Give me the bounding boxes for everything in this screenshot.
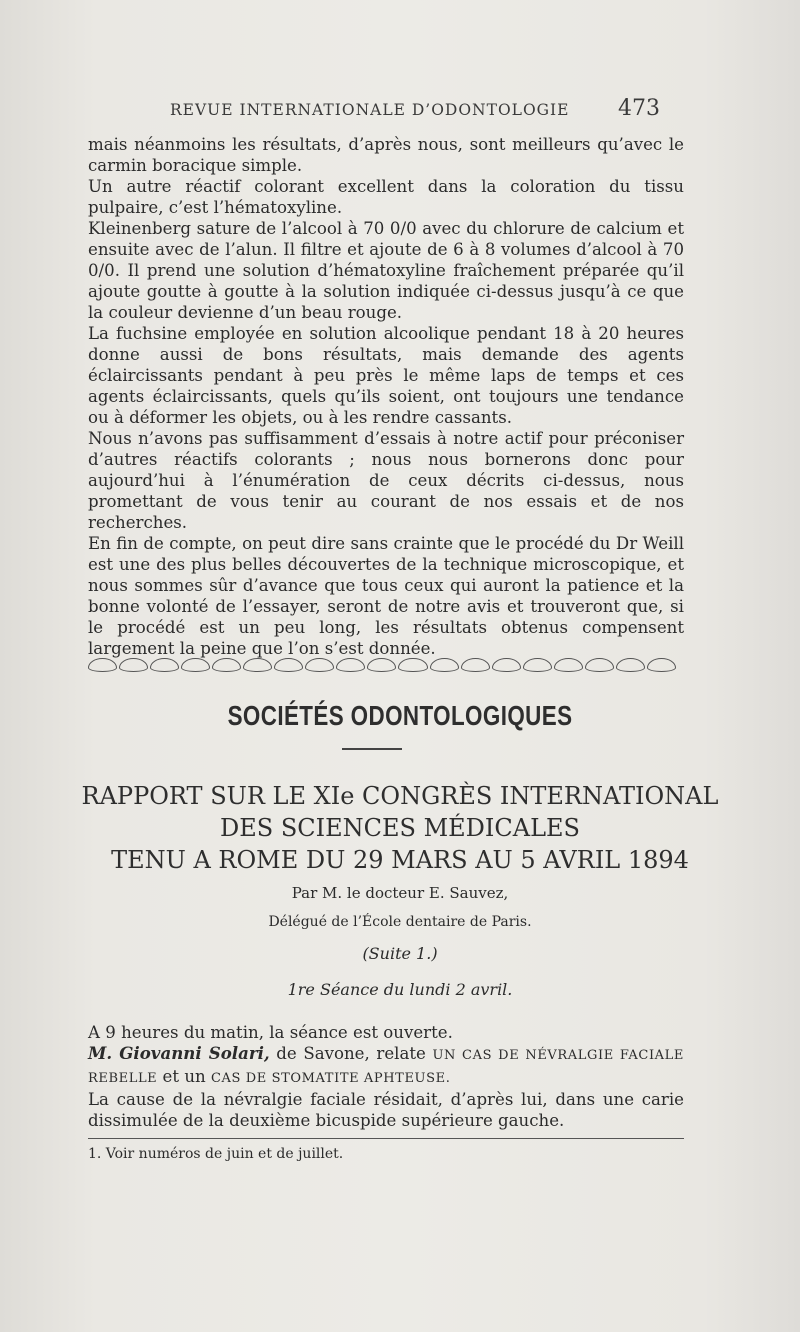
suite-note: (Suite 1.)	[362, 944, 438, 963]
byline: Par M. le docteur E. Sauvez,	[291, 884, 509, 902]
paragraph: La cause de la névralgie faciale résidait, d’après lui, dans une carie dissimulée de la deuxième bicuspide supérieure gauche.	[88, 1090, 684, 1130]
paragraph: Nous n’avons pas suffisamment d’essais à notre actif pour préconiser d’autres réactifs colorants ; nous nous bornerons donc pour aujourd’hui à l’énumération de ceux décrits ci-dessus, nous promettant de vous tenir au courant de nos essais et de nos recherches.	[88, 429, 684, 532]
body-text-2	[88, 1022, 684, 1131]
paragraph-text: et un	[157, 1067, 211, 1086]
paragraph	[88, 1043, 684, 1089]
paragraph: A 9 heures du matin, la séance est ouverte.	[88, 1023, 453, 1042]
footnote: 1. Voir numéros de juin et de juillet.	[88, 1146, 344, 1162]
report-title-line: RAPPORT SUR LE XIe CONGRÈS INTERNATIONAL	[81, 782, 719, 810]
section-title: SOCIÉTÉS ODONTOLOGIQUES	[227, 700, 573, 731]
page-number: 473	[618, 96, 660, 121]
decorative-ornament-rule	[88, 656, 676, 674]
paragraph: Un autre réactif colorant excellent dans la coloration du tissu pulpaire, c’est l’hématoxyline.	[88, 177, 684, 217]
byline-role: Délégué de l’École dentaire de Paris.	[268, 914, 532, 930]
running-head: REVUE INTERNATIONALE D’ODONTOLOGIE	[170, 101, 570, 119]
paragraph: La fuchsine employée en solution alcoolique pendant 18 à 20 heures donne aussi de bons résultats, mais demande des agents éclaircissants pendant à peu près le même laps de temps et ces agents éclaircissants, quels qu’ils soient, ont toujours une tendance ou à déformer les objets, ou à les rendre cassants.	[88, 324, 684, 427]
session-heading: 1re Séance du lundi 2 avril.	[287, 980, 513, 999]
paragraph-text: de Savone, relate	[269, 1044, 433, 1063]
body-text	[88, 134, 684, 659]
speaker-name: M. Giovanni Solari,	[88, 1043, 270, 1063]
paragraph: Kleinenberg sature de l’alcool à 70 0/0 avec du chlorure de calcium et ensuite avec de l’alun. Il filtre et ajoute de 6 à 8 volumes d’alcool à 70 0/0. Il prend une solution d’hématoxyline fraîchement préparée qu’il ajoute goutte à goutte à la solution indiquée ci-dessus jusqu’à ce que la couleur devienne d’un beau rouge.	[88, 219, 684, 322]
paragraph: En fin de compte, on peut dire sans crainte que le procédé du Dr Weill est une des plus belles découvertes de la technique microscopique, et nous sommes sûr d’avance que tous ceux qui auront la patience et la bonne volonté de l’essayer, seront de notre avis et trouveront que, si le procédé est un peu long, les résultats obtenus compensent largement la peine que l’on s’est donnée.	[88, 534, 684, 658]
footnote-rule	[88, 1138, 684, 1139]
small-caps-text: UN CAS DE NÉVRALGIE FACIALE REBELLE	[88, 1048, 684, 1086]
report-title	[60, 780, 740, 876]
small-caps-text: CAS DE STOMATITE APHTEUSE.	[210, 1071, 451, 1086]
report-title-line: DES SCIENCES MÉDICALES	[220, 814, 580, 842]
report-title-line: TENU A ROME DU 29 MARS AU 5 AVRIL 1894	[111, 846, 689, 874]
paragraph: mais néanmoins les résultats, d’après nous, sont meilleurs qu’avec le carmin boracique simple.	[88, 135, 684, 175]
title-rule	[342, 748, 402, 750]
